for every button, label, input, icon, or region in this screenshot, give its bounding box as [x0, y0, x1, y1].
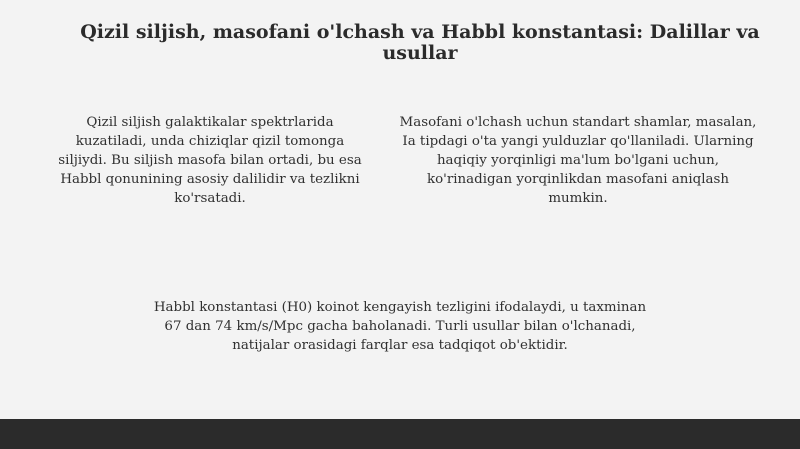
hubble-constant-paragraph: Habbl konstantasi (H0) koinot kengayish tezligini ifodalaydi, u taxminan 67 dan 74 km/s/Mpc gacha baholanadi. Turli usullar bilan o'lchanadi, natijalar orasidagi farqlar esa tadqiqot ob'ektidir.	[153, 300, 647, 353]
redshift-paragraph: Qizil siljish galaktikalar spektrlarida kuzatiladi, unda chiziqlar qizil tomonga siljiydi. Bu siljish masofa bilan ortadi, bu esa Habbl qonunining asosiy dalilidir va tezlikni ko'rsatadi.	[58, 115, 362, 206]
distance-measurement-paragraph: Masofani o'lchash uchun standart shamlar, masalan, Ia tipdagi o'ta yangi yulduzlar qo'llaniladi. Ularning haqiqiy yorqinligi ma'lum bo'lgani uchun, ko'rinadigan yorqinlikdan masofani aniqlash mumkin.	[399, 115, 757, 206]
slide-title: Qizil siljish, masofani o'lchash va Habbl konstantasi: Dalillar va usullar	[80, 21, 760, 64]
footer-bar	[0, 419, 800, 449]
